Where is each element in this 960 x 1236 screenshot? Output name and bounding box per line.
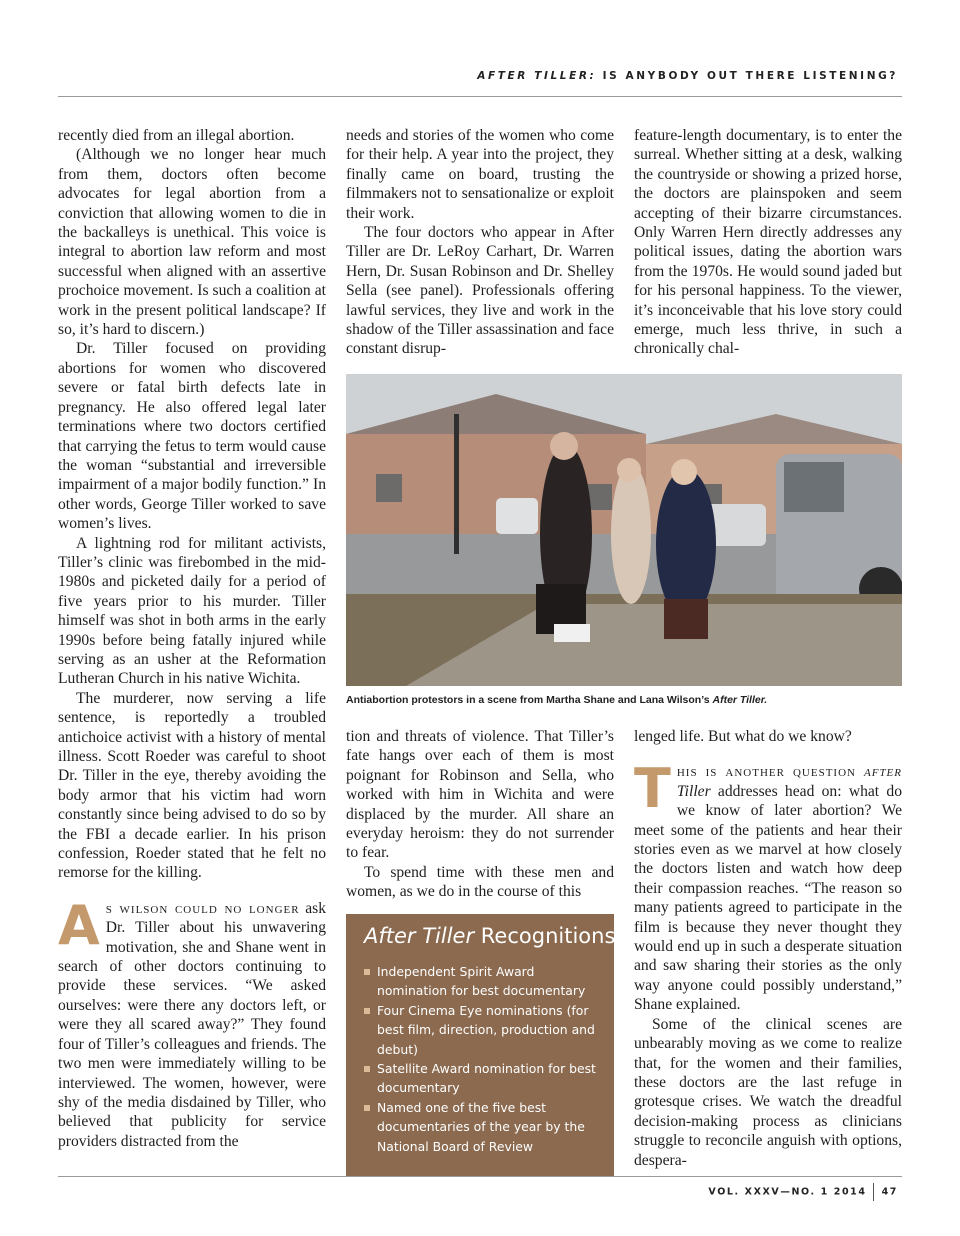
column-3-top [634, 126, 902, 359]
paragraph: recently died from an illegal abortion. [58, 127, 295, 144]
lead-in-italic: after [864, 763, 902, 781]
panel-title [364, 924, 615, 948]
photo-caption [346, 694, 902, 706]
paragraph: needs and stories of the women who come for their help. A year into the project, they finally came on board, trusting the filmmakers not to sensationalize or exploit their work. [346, 127, 614, 222]
recognitions-list [364, 962, 600, 1156]
paragraph: To spend time with these men and women, as we do in the course of this [346, 863, 614, 901]
list-item: Named one of the five best documentaries of the year by the National Board of Review [364, 1098, 600, 1156]
panel-title-film: After Tiller [364, 924, 475, 948]
paragraph: (Although we no longer hear much from them, doctors often become advocates for legal abortion from a conviction that allowing women to die in the backalleys is unethical. This voice is integral to abortion law reform and most successful when aligned with an assertive prochoice movement. Is such a coalition at work in the present political landscape? If so, it’s hard to discern.) [58, 146, 326, 339]
section-body: addresses head on: what do we know of later abortion? We meet some of the patients and hear their stories even as we marvel at how closely the doctors listen and watch how deep their compassion reaches. “The reason so many patients agreed to participate in the film is because they never thought they would end up in such a desperate situation and saw sharing their stories as the only way anyone could possibly understand,” Shane explained. [634, 782, 902, 1014]
drop-cap: T [634, 757, 671, 821]
running-head-title: AFTER TILLER: [477, 70, 597, 82]
caption-text: Antiabortion protestors in a scene from Martha Shane and Lana Wilson’s [346, 694, 713, 706]
page-footer [708, 1183, 898, 1201]
section-body: ask Dr. Tiller about his unwavering motivation, she and Shane went in search of other doctors continuing to provide these services. “We asked ourselves: were there any doctors left, or were they all scared away?” They found four of Tiller’s colleagues and friends. The two men were immediately willing to be interviewed. The women, however, were shy of the media disdained by Tiller, who believed that publicity for service providers distracted from the [58, 899, 326, 1150]
page-number: 47 [881, 1186, 898, 1198]
paragraph: feature-length documentary, is to enter the surreal. Whether sitting at a desk, walking the countryside or showing a prized horse, the doctors are plainspoken and seem accepting of their bizarre circumstances. Only Warren Hern directly addresses any political issues, dating the abortion wars from the 1970s. He would sound jaded but for his personal happiness. To the viewer, it’s inconceivable that his love story could emerge, much less thrive, in such a chronically chal- [634, 127, 902, 358]
photo [346, 374, 902, 686]
bottom-rule [58, 1176, 902, 1177]
recognitions-panel [346, 914, 614, 1176]
section-paragraph [634, 757, 902, 1014]
section-paragraph [58, 893, 326, 1151]
panel-title-rest: Recognitions [474, 924, 616, 948]
paragraph: The murderer, now serving a life sentence, is reportedly a troubled antichoice activist with a history of mental illness. Scott Roeder was careful to shoot Dr. Tiller in the eye, thereby avoiding the body armor that his victim had worn constantly since being advised to do so by the FBI a decade earlier. In his prison confession, Roeder stated that he felt no remorse for the killing. [58, 689, 326, 882]
paragraph: Some of the clinical scenes are unbearably moving as we come to realize that, for the women and their families, these doctors are the last refuge in grotesque crises. We watch the dreadful decision-making process as clinicians struggle to reconcile anguish with options, despera- [634, 1015, 902, 1169]
top-rule [58, 96, 902, 97]
list-item: Satellite Award nomination for best documentary [364, 1059, 600, 1098]
caption-title: After Tiller. [712, 694, 768, 706]
list-item: Four Cinema Eye nominations (for best film, direction, production and debut) [364, 1001, 600, 1059]
lead-in: his is another question [676, 763, 864, 781]
list-item: Independent Spirit Award nomination for best documentary [364, 962, 600, 1001]
column-1 [58, 126, 326, 1151]
lead-in: s wilson could no longer [105, 899, 300, 917]
protest-scene-image [346, 374, 902, 686]
issue-info: VOL. XXXV—NO. 1 2014 [708, 1186, 867, 1198]
paragraph: The four doctors who appear in After Tiller are Dr. LeRoy Carhart, Dr. Warren Hern, Dr. Susan Robinson and Dr. Shelley Sella (see panel). Professionals offering lawful services, they live and work in the shadow of the Tiller assassination and face constant disrup- [346, 224, 614, 358]
paragraph: lenged life. But what do we know? [634, 728, 852, 745]
running-head [477, 70, 898, 82]
column-2-top [346, 126, 614, 359]
running-head-subtitle: IS ANYBODY OUT THERE LISTENING? [596, 70, 898, 82]
drop-cap: A [58, 893, 100, 957]
paragraph: Dr. Tiller focused on providing abortions for women who discovered severe or fatal birth defects late in pregnancy. He also offered legal later terminations where two doctors certified that carrying the fetus to term would cause the woman “substantial and irreversible impairment of a major bodily function.” In other words, George Tiller worked to save women’s lives. [58, 340, 326, 533]
paragraph: A lightning rod for militant activists, Tiller’s clinic was firebombed in the mid-1980s and picketed daily for a period of five years prior to his murder. Tiller himself was shot in both arms in the early 1990s before being fatally injured while serving as an usher at the Reformation Lutheran Church in his native Wichita. [58, 534, 326, 688]
film-title: Tiller [676, 782, 711, 800]
footer-divider [873, 1183, 874, 1201]
paragraph: tion and threats of violence. That Tiller’s fate hangs over each of them is most poignant for Robinson and Sella, who worked with him in Wichita and were displaced by the murder. All share an everyday heroism: they do not surrender to fear. [346, 728, 614, 862]
column-3-bottom [634, 727, 902, 1170]
column-2-bottom [346, 727, 614, 902]
